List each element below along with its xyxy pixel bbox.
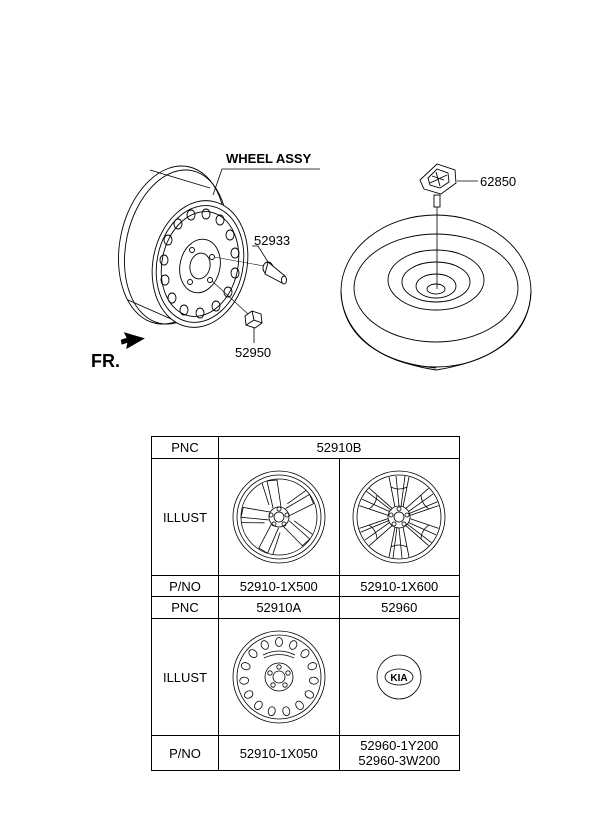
alloy-wheel-split-spoke-icon [349,467,449,567]
group1-pno-1: 52910-1X500 [219,576,340,597]
wheel-assy-label: WHEEL ASSY [226,151,312,166]
lug-bolt-leader [252,246,268,262]
group1-pnc: 52910B [219,437,460,459]
group2-pnc-2: 52960 [339,597,460,619]
table-row [152,459,460,576]
table-row [152,437,460,459]
group2-pnc-1: 52910A [219,597,340,619]
lug-nut-callout: 52950 [235,345,272,360]
spare-tire-drawing [341,215,531,370]
part-number: 52960-1Y200 [360,738,439,753]
group1-illust-2 [339,459,460,576]
group2-illust-2 [339,619,460,736]
steel-wheel-icon [229,627,329,727]
group2-illust-1 [219,619,340,736]
lug-bolt-callout: 52933 [254,233,291,248]
lug-bolt-drawing [263,262,287,284]
group1-pno-2: 52910-1X600 [339,576,460,597]
kia-emblem-text: KIA [390,673,408,684]
illust-header: ILLUST [152,619,219,736]
table-row [152,736,460,771]
wheel-assy-leader [213,169,320,195]
steel-wheel-drawing [105,156,260,336]
pnc-header: PNC [152,437,219,459]
pnc-header: PNC [152,597,219,619]
pno-header: P/NO [152,736,219,771]
hub-cap-callout: 62850 [480,174,517,189]
group1-illust-1 [219,459,340,576]
table-row [152,576,460,597]
hub-cap-drawing [420,164,456,207]
illust-header: ILLUST [152,459,219,576]
group2-pno-2 [339,736,460,771]
table-row [152,619,460,736]
group2-pno-1 [219,736,340,771]
part-number: 52910-1X050 [239,745,318,761]
kia-emblem-icon [349,627,449,727]
alloy-wheel-5-spoke-icon [229,467,329,567]
part-number: 52960-3W200 [358,753,441,768]
pno-header: P/NO [152,576,219,597]
table-row [152,597,460,619]
front-direction-arrow-icon [120,329,146,349]
front-direction-label: FR. [91,351,120,371]
parts-table [151,436,460,771]
